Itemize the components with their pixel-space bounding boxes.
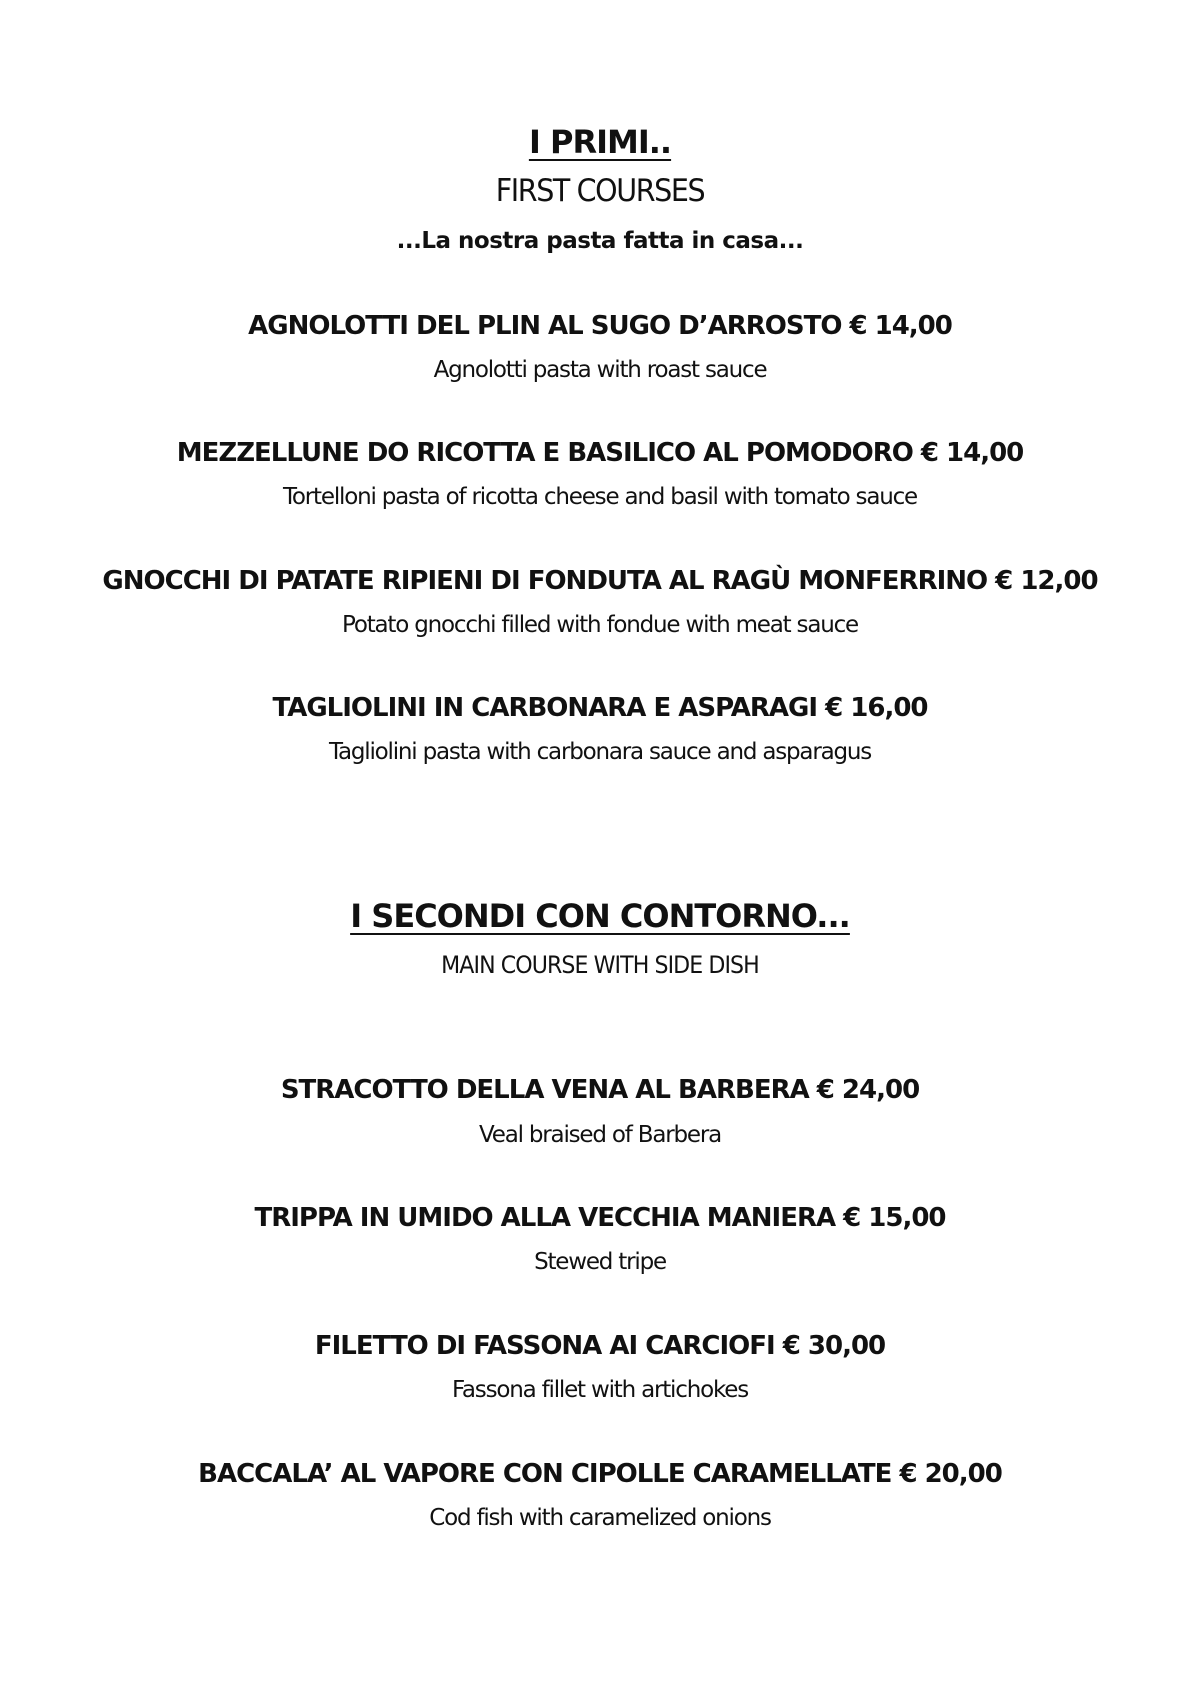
dish-description: Cod fish with caramelized onions [429, 1505, 771, 1531]
dish-description: Tortelloni pasta of ricotta cheese and basil with tomato sauce [282, 484, 918, 510]
primi-section-subtitle: FIRST COURSES [495, 173, 705, 209]
primi-title-text: I PRIMI.. [528, 123, 672, 161]
primi-section-title [0, 123, 1200, 161]
secondi-section-subtitle: MAIN COURSE WITH SIDE DISH [441, 951, 759, 979]
dish-name: STRACOTTO DELLA VENA AL BARBERA € 24,00 [280, 1075, 920, 1105]
dish-name: GNOCCHI DI PATATE RIPIENI DI FONDUTA AL RAGÙ MONFERRINO € 12,00 [102, 566, 1098, 596]
secondi-title-text: I SECONDI CON CONTORNO... [350, 897, 850, 935]
dish-description: Fassona fillet with artichokes [452, 1377, 748, 1403]
dish-description: Agnolotti pasta with roast sauce [433, 357, 767, 383]
dish-name: BACCALA’ AL VAPORE CON CIPOLLE CARAMELLATE € 20,00 [198, 1459, 1002, 1489]
dish-description: Tagliolini pasta with carbonara sauce and asparagus [328, 739, 872, 765]
dish-name: AGNOLOTTI DEL PLIN AL SUGO D’ARROSTO € 14,00 [248, 311, 952, 341]
dish-name: MEZZELLUNE DO RICOTTA E BASILICO AL POMODORO € 14,00 [176, 438, 1024, 468]
dish-description: Veal braised of Barbera [479, 1122, 721, 1148]
dish-description: Potato gnocchi filled with fondue with meat sauce [341, 612, 858, 638]
dish-name: TRIPPA IN UMIDO ALLA VECCHIA MANIERA € 15,00 [254, 1203, 946, 1233]
secondi-section-title [0, 897, 1200, 935]
dish-description: Stewed tripe [534, 1249, 666, 1275]
primi-tagline: ...La nostra pasta fatta in casa... [396, 228, 804, 254]
dish-name: FILETTO DI FASSONA AI CARCIOFI € 30,00 [314, 1331, 886, 1361]
dish-name: TAGLIOLINI IN CARBONARA E ASPARAGI € 16,00 [272, 693, 928, 723]
